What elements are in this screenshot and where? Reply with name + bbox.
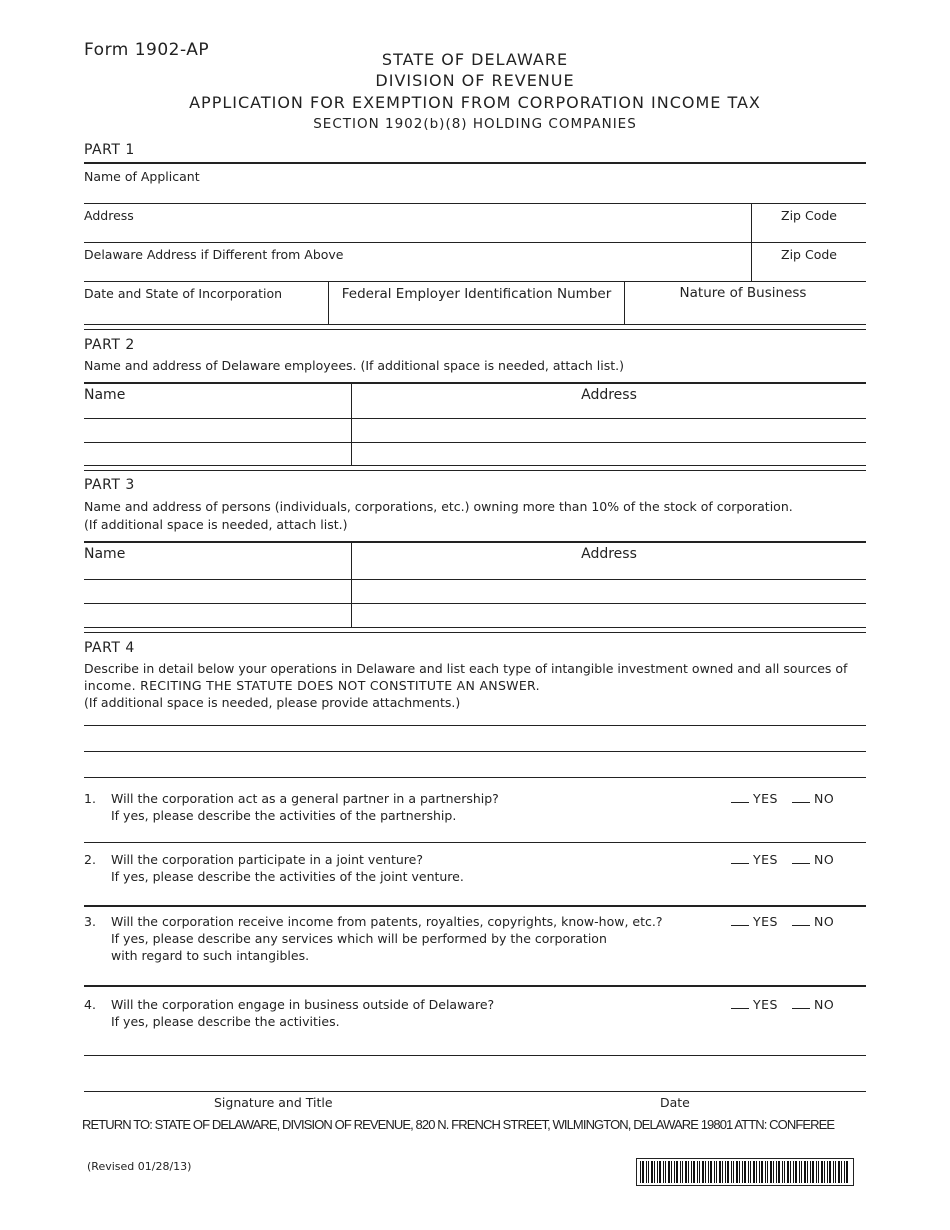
question-1-line2: If yes, please describe the activities of the partnership.: [111, 808, 457, 823]
part2-instruction: Name and address of Delaware employees. (If additional space is needed, attach list.): [84, 358, 624, 373]
part3-row2-address[interactable]: [352, 604, 866, 627]
rule: [84, 470, 866, 471]
part3-row1-address[interactable]: [352, 580, 866, 603]
rule: [84, 985, 866, 987]
barcode-bar: [691, 1161, 692, 1183]
zip-code-2-field[interactable]: [752, 243, 866, 281]
barcode-bar: [719, 1161, 721, 1183]
barcode-bar: [710, 1161, 712, 1183]
rule: [84, 777, 866, 778]
barcode-bar: [784, 1161, 785, 1183]
barcode-bar: [753, 1161, 755, 1183]
barcode-bar: [807, 1161, 808, 1183]
barcode-bar: [761, 1161, 763, 1183]
question-1-yes[interactable]: [731, 791, 778, 806]
question-4-number: 4.: [84, 997, 96, 1012]
barcode-bar: [818, 1161, 819, 1183]
rule: [84, 751, 866, 752]
name-of-applicant-field[interactable]: [84, 164, 866, 203]
part3-table-top: [84, 541, 866, 543]
barcode-bar: [659, 1161, 661, 1183]
zip-code-label: Zip Code: [781, 208, 837, 223]
question-2-line1: Will the corporation participate in a joint venture?: [111, 852, 423, 867]
question-2-no[interactable]: [792, 852, 834, 867]
barcode-bar: [714, 1161, 715, 1183]
barcode-bar: [827, 1161, 828, 1183]
barcode-bar: [674, 1161, 675, 1183]
barcode-bar: [770, 1161, 772, 1183]
barcode-bar: [821, 1161, 823, 1183]
rule: [84, 627, 866, 628]
page-title: APPLICATION FOR EXEMPTION FROM CORPORATION INCOME TAX: [189, 93, 761, 112]
barcode-bar: [810, 1161, 811, 1183]
rule: [84, 324, 866, 325]
zip-code-field[interactable]: [752, 204, 866, 242]
barcode-bar: [648, 1161, 649, 1183]
question-3-line1: Will the corporation receive income from patents, royalties, copyrights, know-how, etc.?: [111, 914, 663, 929]
barcode-bar: [693, 1161, 695, 1183]
part1-heading: PART 1: [84, 142, 135, 158]
barcode-bar: [744, 1161, 746, 1183]
barcode-bar: [773, 1161, 774, 1183]
part2-heading: PART 2: [84, 337, 135, 353]
barcode-bar: [668, 1161, 670, 1183]
barcode-bar: [708, 1161, 709, 1183]
header-state: STATE OF DELAWARE: [381, 50, 569, 69]
barcode-bar: [736, 1161, 738, 1183]
barcode-bar: [688, 1161, 689, 1183]
yes-label: YES: [753, 997, 778, 1012]
question-4-line2: If yes, please describe the activities.: [111, 1014, 340, 1029]
question-3-no[interactable]: [792, 914, 834, 929]
barcode-bar: [663, 1161, 664, 1183]
part2-row1-name[interactable]: [84, 419, 351, 442]
barcode-bar: [790, 1161, 791, 1183]
barcode-bar: [725, 1161, 726, 1183]
part3-heading: PART 3: [84, 477, 135, 493]
zip-code-2-label: Zip Code: [781, 247, 837, 262]
yes-label: YES: [753, 914, 778, 929]
question-1-text: [111, 790, 499, 824]
rule: [84, 725, 866, 726]
barcode-bar: [787, 1161, 789, 1183]
barcode-icon: [637, 1159, 853, 1185]
part4-instruction-line2: income. RECITING THE STATUTE DOES NOT CONSTITUTE AN ANSWER.: [84, 678, 540, 693]
barcode-bar: [795, 1161, 797, 1183]
name-of-applicant-label: Name of Applicant: [84, 169, 200, 184]
barcode-bar: [671, 1161, 672, 1183]
barcode-bar: [838, 1161, 840, 1183]
part3-instruction-line2: (If additional space is needed, attach list.): [84, 517, 348, 532]
barcode-bar: [642, 1161, 644, 1183]
yes-label: YES: [753, 852, 778, 867]
delaware-address-label: Delaware Address if Different from Above: [84, 247, 344, 262]
barcode-bar: [682, 1161, 683, 1183]
barcode-bar: [759, 1161, 760, 1183]
part4-heading: PART 4: [84, 640, 135, 656]
date-label: Date: [660, 1095, 690, 1110]
part4-answer-line1[interactable]: [84, 726, 866, 751]
question-3-line3: with regard to such intangibles.: [111, 948, 310, 963]
barcode-bar: [722, 1161, 723, 1183]
part3-row1-name[interactable]: [84, 580, 351, 603]
question-1-number: 1.: [84, 791, 96, 806]
barcode-bar: [651, 1161, 653, 1183]
date-state-incorporation-field[interactable]: [84, 282, 328, 324]
barcode-bar: [765, 1161, 766, 1183]
barcode-bar: [699, 1161, 700, 1183]
nature-of-business-label: Nature of Business: [679, 285, 807, 301]
part4-instruction-line3: (If additional space is needed, please provide attachments.): [84, 695, 461, 710]
fein-field[interactable]: [329, 282, 624, 324]
question-3-yes[interactable]: [731, 914, 778, 929]
rule: [84, 905, 866, 907]
barcode-bar: [793, 1161, 794, 1183]
date-state-incorporation-label: Date and State of Incorporation: [84, 286, 283, 301]
question-2-yes[interactable]: [731, 852, 778, 867]
barcode-bar: [702, 1161, 704, 1183]
barcode-bar: [756, 1161, 757, 1183]
no-label: NO: [814, 852, 835, 867]
barcode-bar: [767, 1161, 768, 1183]
barcode-bar: [841, 1161, 842, 1183]
part3-instruction-line1: Name and address of persons (individuals, corporations, etc.) owning more than 10% of the stock of corporation.: [84, 499, 793, 514]
signature-title-label: Signature and Title: [214, 1095, 333, 1110]
signature-line: [84, 1091, 866, 1092]
barcode-bar: [816, 1161, 817, 1183]
part2-col-name: Name: [84, 387, 126, 403]
barcode-bar: [804, 1161, 806, 1183]
header-section: SECTION 1902(b)(8) HOLDING COMPANIES: [313, 116, 637, 132]
question-2-text: [111, 851, 464, 885]
question-4-no[interactable]: [792, 997, 834, 1012]
barcode-bar: [705, 1161, 706, 1183]
question-2-line2: If yes, please describe the activities of the joint venture.: [111, 869, 464, 884]
form-id: Form 1902-AP: [84, 40, 210, 60]
rule: [84, 1055, 866, 1056]
no-label: NO: [814, 914, 835, 929]
barcode-bar: [829, 1161, 831, 1183]
barcode-bar: [812, 1161, 814, 1183]
rule: [84, 465, 866, 466]
rule: [84, 842, 866, 843]
barcode-bar: [799, 1161, 800, 1183]
no-label: NO: [814, 791, 835, 806]
address-label: Address: [84, 208, 134, 223]
part2-row2-address[interactable]: [352, 443, 866, 465]
header-division: DIVISION OF REVENUE: [375, 71, 575, 90]
part3-col-address: Address: [581, 546, 637, 562]
barcode-bar: [654, 1161, 655, 1183]
rule: [84, 329, 866, 330]
revised-date: (Revised 01/28/13): [87, 1160, 192, 1173]
part2-row1-address[interactable]: [352, 419, 866, 442]
fein-label: Federal Employer Identification Number: [341, 286, 612, 302]
question-3-text: [111, 913, 662, 964]
barcode-bar: [676, 1161, 678, 1183]
address-field[interactable]: [84, 204, 751, 242]
part3-row2-name[interactable]: [84, 604, 351, 627]
barcode-bar: [782, 1161, 783, 1183]
barcode-bar: [697, 1161, 698, 1183]
question-4-line1: Will the corporation engage in business outside of Delaware?: [111, 997, 495, 1012]
part2-table-top: [84, 382, 866, 384]
nature-of-business-field[interactable]: [625, 282, 866, 324]
part2-row2-name[interactable]: [84, 443, 351, 465]
question-1-line1: Will the corporation act as a general partner in a partnership?: [111, 791, 499, 806]
barcode-bar: [846, 1161, 848, 1183]
question-3-number: 3.: [84, 914, 96, 929]
question-4-text: [111, 996, 494, 1030]
barcode-bar: [824, 1161, 825, 1183]
barcode-bar: [733, 1161, 734, 1183]
barcode-bar: [646, 1161, 647, 1183]
barcode-bar: [833, 1161, 834, 1183]
part3-col-name: Name: [84, 546, 126, 562]
part2-col-address: Address: [581, 387, 637, 403]
barcode-bar: [657, 1161, 658, 1183]
barcode-bar: [685, 1161, 687, 1183]
yes-label: YES: [753, 791, 778, 806]
part4-answer-line2[interactable]: [84, 752, 866, 776]
barcode-image: [636, 1158, 854, 1186]
barcode-bar: [778, 1161, 780, 1183]
question-2-number: 2.: [84, 852, 96, 867]
barcode-bar: [716, 1161, 717, 1183]
delaware-address-field[interactable]: [84, 243, 751, 281]
return-to-address: RETURN TO: STATE OF DELAWARE, DIVISION OF REVENUE, 820 N. FRENCH STREET, WILMINGTON, DELAWARE 19801 ATTN: CONFEREE: [82, 1117, 835, 1132]
part4-instruction-line1: Describe in detail below your operations in Delaware and list each type of intangible investment owned and all sources of: [84, 661, 848, 676]
barcode-bar: [776, 1161, 777, 1183]
barcode-bar: [731, 1161, 732, 1183]
barcode-bar: [665, 1161, 666, 1183]
signature-field[interactable]: [84, 1062, 866, 1091]
rule: [84, 632, 866, 633]
barcode-bar: [742, 1161, 743, 1183]
barcode-bar: [844, 1161, 845, 1183]
barcode-bar: [680, 1161, 681, 1183]
question-4-yes[interactable]: [731, 997, 778, 1012]
barcode-bar: [750, 1161, 751, 1183]
barcode-bar: [801, 1161, 802, 1183]
barcode-bar: [835, 1161, 836, 1183]
barcode-bar: [640, 1161, 641, 1183]
barcode-bar: [727, 1161, 729, 1183]
barcode-bar: [739, 1161, 740, 1183]
barcode-bar: [748, 1161, 749, 1183]
no-label: NO: [814, 997, 835, 1012]
question-1-no[interactable]: [792, 791, 834, 806]
question-3-line2: If yes, please describe any services which will be performed by the corporation: [111, 931, 607, 946]
